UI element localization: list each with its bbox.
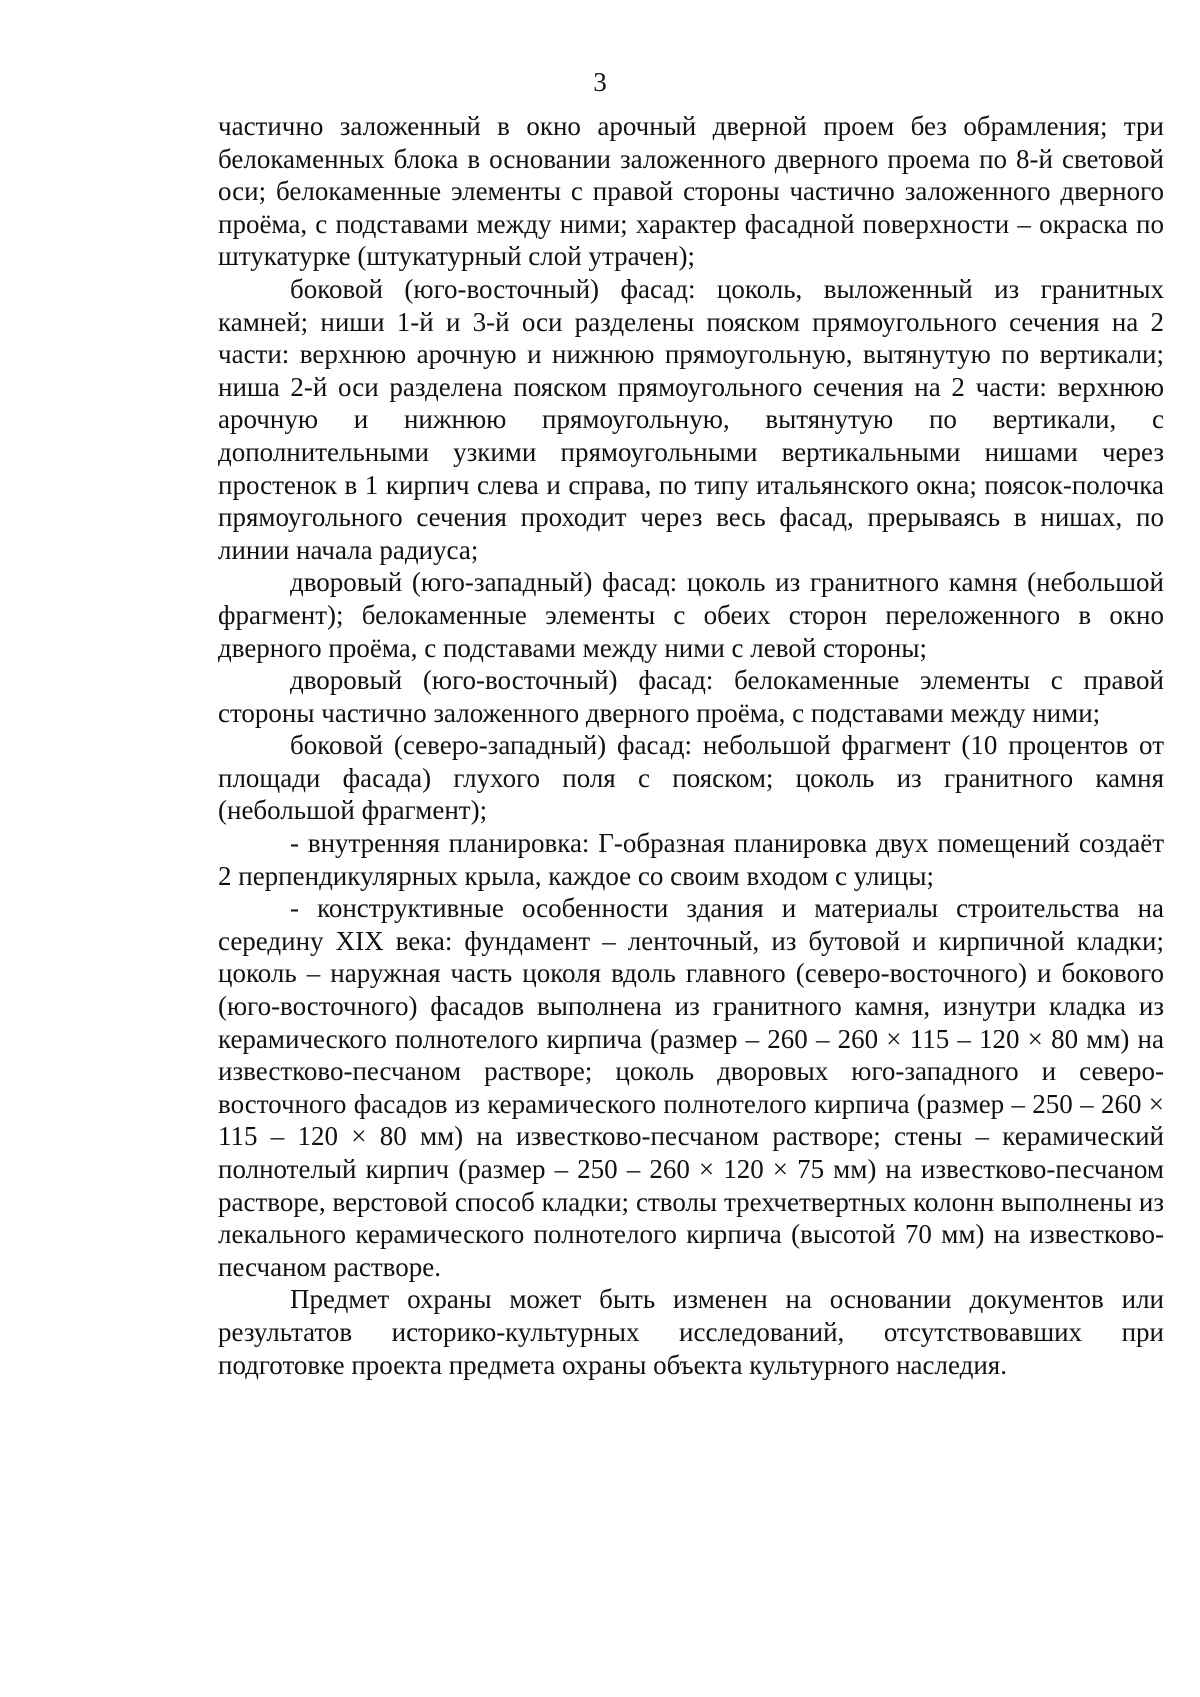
- paragraph-courtyard-southeast-facade: дворовый (юго-восточный) фасад: белокаменные элементы с правой стороны частично заложенного дверного проёма, с подставами между ними;: [218, 665, 1164, 728]
- paragraph-construction-features: - конструктивные особенности здания и материалы строительства на середину XIX века: фундамент – ленточный, из бутовой и кирпичной кладки; цоколь – наружная часть цоколя вдоль главного (северо-восточного) и бокового (юго-восточного) фасадов выполнена из гранитного камня, изнутри кладка из керамического полнотелого кирпича (размер – 260 – 260 × 115 – 120 × 80 мм) на известково-песчаном растворе; цоколь дворовых юго-западного и северо-восточного фасадов из керамического полнотелого кирпича (размер – 250 – 260 × 115 – 120 × 80 мм) на известково-песчаном растворе; стены – керамический полнотелый кирпич (размер – 250 – 260 × 120 × 75 мм) на известково-песчаном растворе, верстовой способ кладки; стволы трехчетвертных колонн выполнены из лекального керамического полнотелого кирпича (высотой 70 мм) на известково-песчаном растворе.: [218, 893, 1164, 1282]
- document-body: [218, 110, 1164, 1381]
- paragraph-side-northwest-facade: боковой (северо-западный) фасад: небольшой фрагмент (10 процентов от площади фасада) глухого поля с пояском; цоколь из гранитного камня (небольшой фрагмент);: [218, 730, 1164, 826]
- page-number: 3: [593, 67, 607, 97]
- paragraph-side-southeast-facade: боковой (юго-восточный) фасад: цоколь, выложенный из гранитных камней; ниши 1-й и 3-й оси разделены пояском прямоугольного сечения на 2 части: верхнюю арочную и нижнюю прямоугольную, вытянутую по вертикали; ниша 2-й оси разделена пояском прямоугольного сечения на 2 части: верхнюю арочную и нижнюю прямоугольную, вытянутую по вертикали, с дополнительными узкими прямоугольными вертикальными нишами через простенок в 1 кирпич слева и справа, по типу итальянского окна; поясок-полочка прямоугольного сечения проходит через весь фасад, прерываясь в нишах, по линии начала радиуса;: [218, 273, 1164, 565]
- paragraph-courtyard-southwest-facade: дворовый (юго-западный) фасад: цоколь из гранитного камня (небольшой фрагмент); белокаменные элементы с обеих сторон переложенного в окно дверного проёма, с подставами между ними с левой стороны;: [218, 567, 1164, 663]
- paragraph-internal-layout: - внутренняя планировка: Г-образная планировка двух помещений создаёт 2 перпендикулярных крыла, каждое со своим входом с улицы;: [218, 828, 1164, 891]
- paragraph-main-facade-continued: частично заложенный в окно арочный дверной проем без обрамления; три белокаменных блока в основании заложенного дверного проема по 8-й световой оси; белокаменные элементы с правой стороны частично заложенного дверного проёма, с подставами между ними; характер фасадной поверхности – окраска по штукатурке (штукатурный слой утрачен);: [218, 111, 1164, 272]
- paragraph-protection-subject-note: Предмет охраны может быть изменен на основании документов или результатов историко-культурных исследований, отсутствовавших при подготовке проекта предмета охраны объекта культурного наследия.: [218, 1284, 1164, 1380]
